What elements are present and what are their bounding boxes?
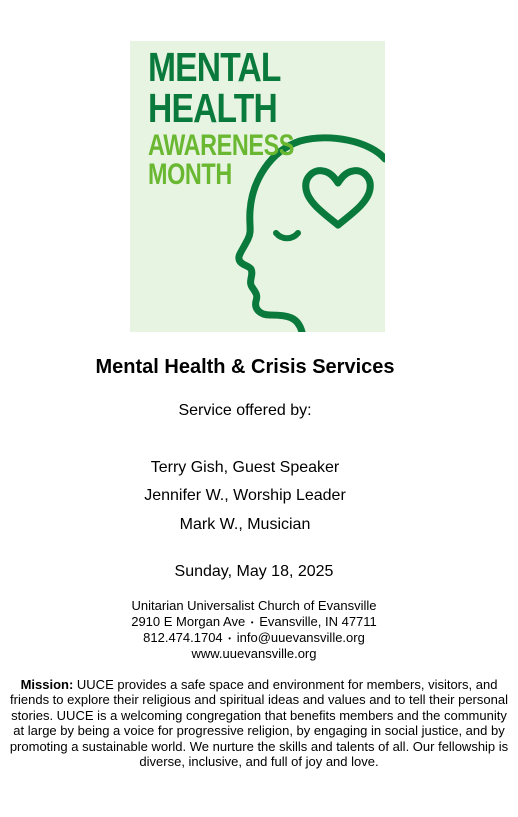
poster-title-line2: HEALTH [148, 85, 277, 131]
mission-text: UUCE provides a safe space and environment for members, visitors, and friends to explore their religious and spiritual ideas and values and to tell their personal stories. UUCE is a welcoming congregation that benefits members and the community at large by being a voice for progressive religion, by engaging in social justice, and by promoting a sustainable world. We nurture the skills and talents of all. Our fellowship is diverse, inclusive, and full of joy and love. [9, 677, 509, 770]
separator-dot: • [250, 617, 254, 627]
poster-title [148, 44, 335, 191]
separator-dot: • [228, 633, 232, 643]
church-website[interactable]: www.uuevansville.org [191, 646, 317, 661]
poster-title-line1: MENTAL [148, 44, 281, 90]
church-contact [0, 630, 508, 646]
church-email[interactable]: info@uuevansville.org [236, 630, 365, 645]
person-worship-leader: Jennifer W., Worship Leader [144, 487, 346, 504]
page-title: Mental Health & Crisis Services [95, 356, 395, 378]
service-date: Sunday, May 18, 2025 [174, 563, 334, 580]
poster-title-line3: AWARENESS [148, 129, 295, 162]
church-city: Evansville, IN 47711 [259, 614, 377, 629]
service-label: Service offered by: [178, 402, 312, 419]
church-phone: 812.474.1704 [143, 630, 223, 645]
person-speaker: Terry Gish, Guest Speaker [150, 459, 340, 476]
mental-health-poster [130, 41, 385, 332]
church-address [0, 614, 508, 630]
poster-title-line4: MONTH [148, 158, 232, 191]
person-musician: Mark W., Musician [179, 516, 311, 533]
mission-label: Mission: [20, 677, 74, 692]
church-name: Unitarian Universalist Church of Evansville [131, 598, 377, 613]
mission-statement [8, 677, 510, 769]
church-street: 2910 E Morgan Ave [131, 614, 246, 629]
